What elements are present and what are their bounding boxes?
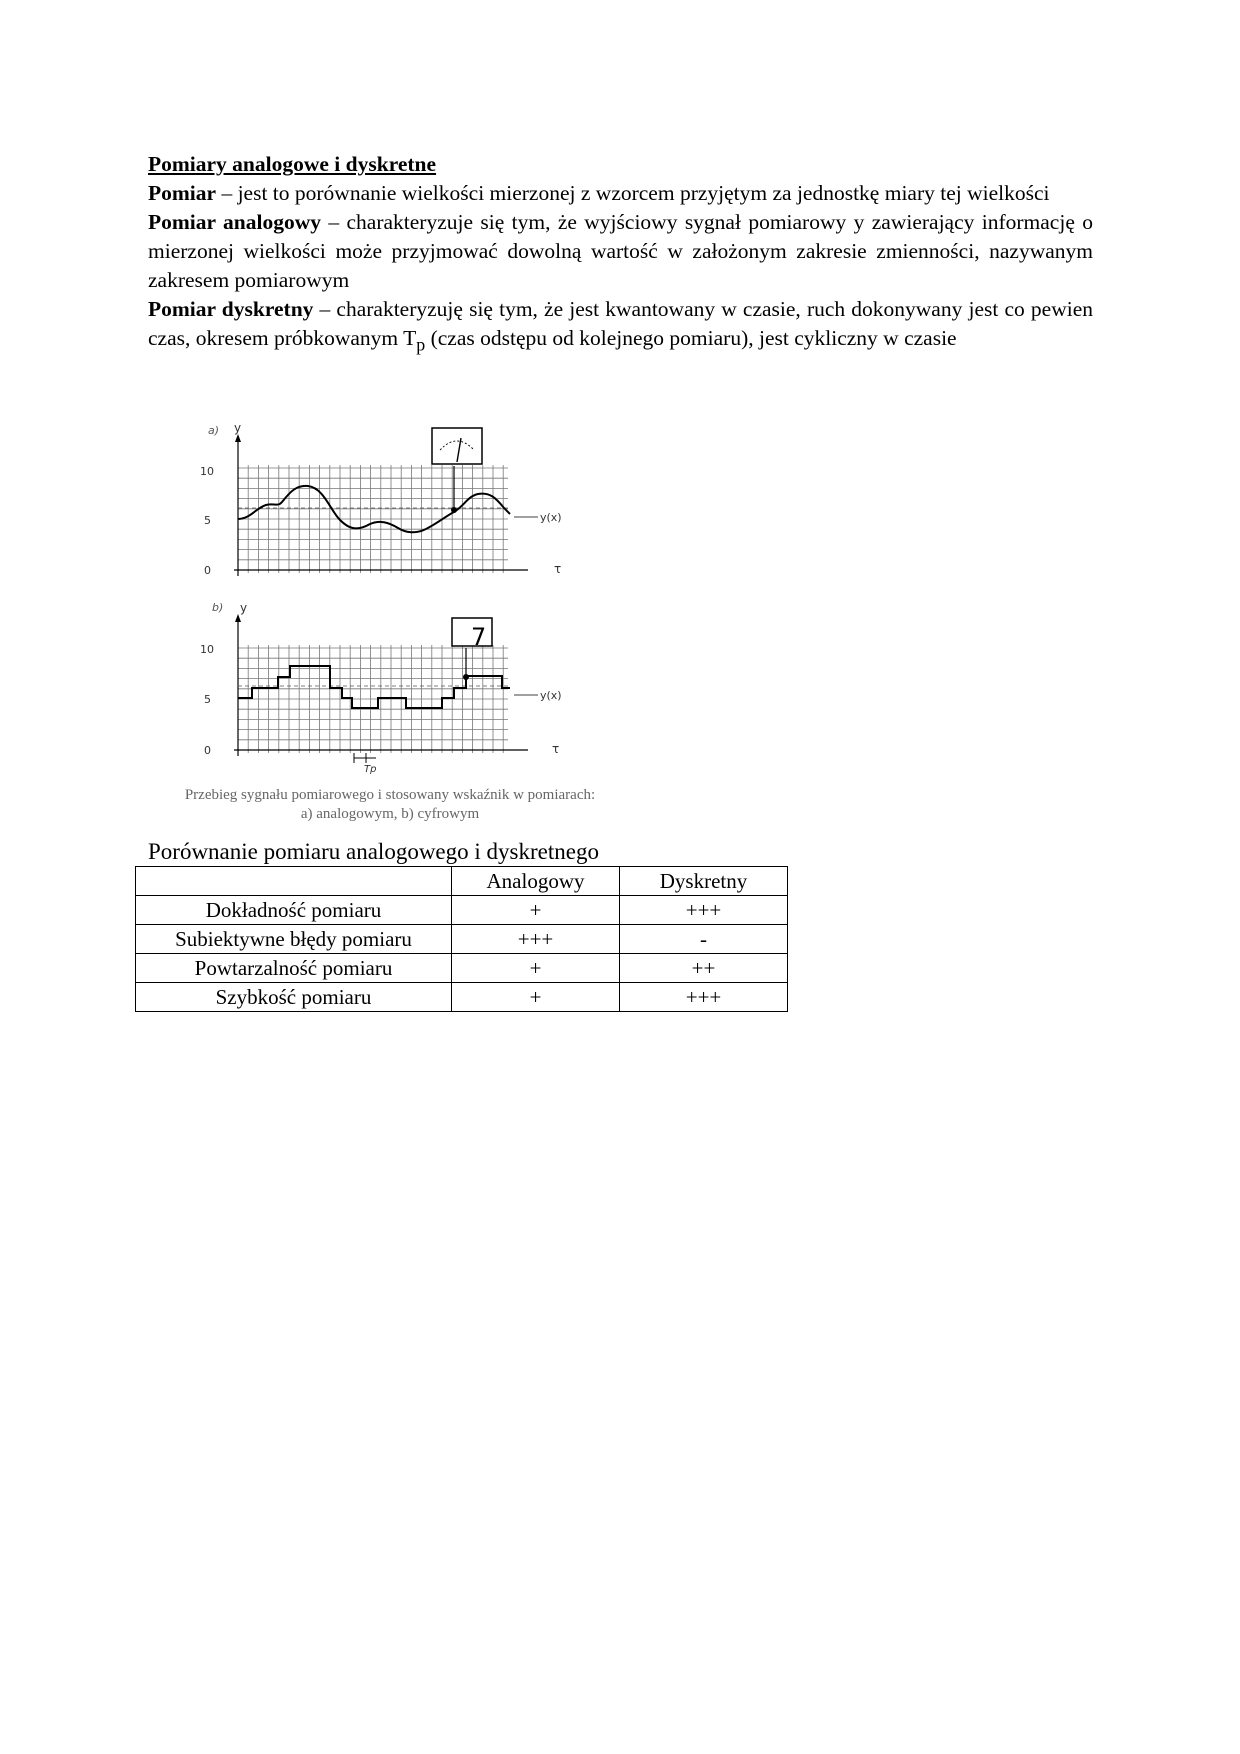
document-title: Pomiary analogowe i dyskretne	[148, 152, 437, 176]
paragraph-discrete	[148, 295, 1093, 359]
row-label: Powtarzalność pomiaru	[136, 954, 452, 983]
period-label: Tp	[364, 764, 377, 775]
panel-b-tick-5: 5	[204, 693, 211, 706]
term-pomiar: Pomiar	[148, 181, 217, 205]
y-axis-arrow	[235, 614, 241, 622]
panel-a-y-label: y	[234, 421, 242, 435]
panel-b-y-label: y	[240, 601, 248, 615]
row-label: Szybkość pomiaru	[136, 983, 452, 1012]
panel-a-tick-5: 5	[204, 514, 211, 527]
paragraph-pomiar	[148, 179, 1093, 208]
comparison-table	[135, 866, 788, 1012]
discrete-value: -	[620, 925, 788, 954]
panel-b-tick-0: 0	[204, 744, 211, 757]
caption-line-1: Przebieg sygnału pomiarowego i stosowany wskaźnik w pomiarach:	[184, 787, 596, 803]
signal-figure	[148, 420, 648, 780]
subscript-p: p	[416, 334, 426, 355]
header-cell-analog: Analogowy	[452, 867, 620, 896]
definition-discrete-part1: – charakteryzuję się tym, że jest kwantowany w czasie, ruch dokonywany jest co pewien czas, okresem próbkowanym T	[148, 297, 1093, 350]
panel-a-label: a)	[208, 424, 220, 437]
panel-a	[200, 421, 562, 577]
panel-b-label: b)	[212, 601, 224, 614]
definition-discrete-part2: (czas odstępu od kolejnego pomiaru), jest cykliczny w czasie	[425, 326, 957, 350]
panel-b-tick-10: 10	[200, 643, 214, 656]
row-label: Dokładność pomiaru	[136, 896, 452, 925]
panel-a-tick-0: 0	[204, 564, 211, 577]
discrete-value: +++	[620, 983, 788, 1012]
panel-b-curve-label: y(x)	[540, 689, 562, 702]
signal-figure-svg	[148, 420, 648, 780]
comparison-title: Porównanie pomiaru analogowego i dyskretnego	[148, 839, 599, 864]
panel-a-curve-label: y(x)	[540, 511, 562, 524]
table-row	[136, 954, 788, 983]
discrete-value: ++	[620, 954, 788, 983]
analog-value: +	[452, 954, 620, 983]
header-cell-empty	[136, 867, 452, 896]
digital-display-value: 7	[471, 623, 487, 651]
analog-value: +	[452, 983, 620, 1012]
discrete-value: +++	[620, 896, 788, 925]
panel-b	[200, 601, 562, 775]
panel-b-x-label: τ	[552, 742, 560, 756]
caption-line-2: a) analogowym, b) cyfrowym	[300, 806, 480, 822]
figure-caption	[150, 786, 630, 824]
header-cell-discrete: Dyskretny	[620, 867, 788, 896]
analog-value: +++	[452, 925, 620, 954]
panel-a-x-label: τ	[554, 562, 562, 576]
term-analog: Pomiar analogowy	[148, 210, 321, 234]
definition-pomiar: – jest to porównanie wielkości mierzonej z wzorcem przyjętym za jednostkę miary tej wielkości	[216, 181, 1050, 205]
analog-value: +	[452, 896, 620, 925]
term-discrete: Pomiar dyskretny	[148, 297, 314, 321]
row-label: Subiektywne błędy pomiaru	[136, 925, 452, 954]
panel-a-tick-10: 10	[200, 465, 214, 478]
table-row	[136, 896, 788, 925]
table-header-row	[136, 867, 788, 896]
paragraph-analog	[148, 208, 1093, 295]
document-body	[148, 150, 1093, 359]
table-row	[136, 925, 788, 954]
y-axis-arrow	[235, 434, 241, 442]
table-row	[136, 983, 788, 1012]
definition-analog: – charakteryzuje się tym, że wyjściowy sygnał pomiarowy y zawierający informację o mierzonej wielkości może przyjmować dowolną wartość w założonym zakresie zmienności, nazywanym zakresem pomiarowym	[148, 210, 1093, 292]
